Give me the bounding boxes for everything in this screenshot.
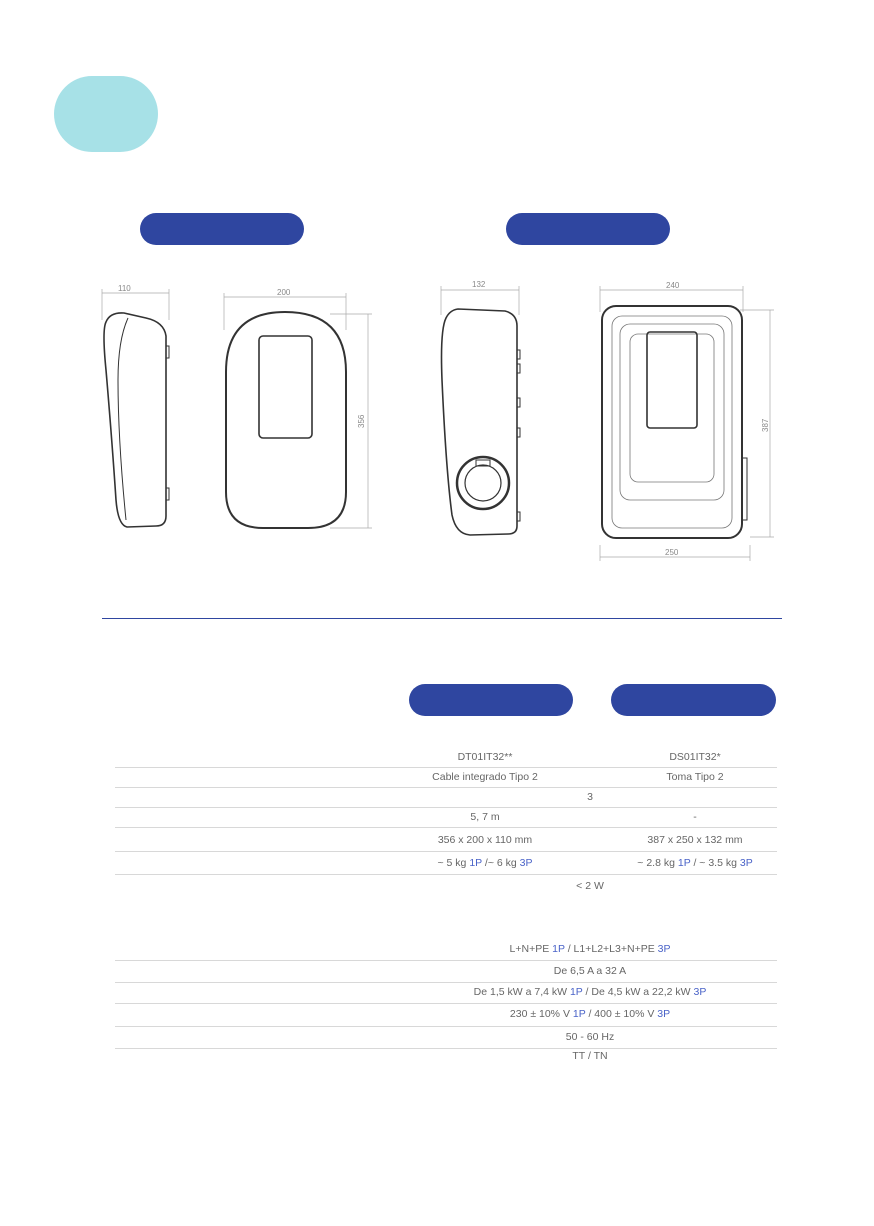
spec-value-b: - <box>693 811 697 823</box>
phase-label: 1P <box>552 943 565 955</box>
model-a-side-view <box>104 313 169 527</box>
phase-label: 3P <box>657 1008 671 1020</box>
spec-row-power <box>115 982 777 1004</box>
spec-row-frequency <box>115 1027 777 1049</box>
phase-label: 1P <box>569 986 583 998</box>
phase-label: 3P <box>519 857 533 869</box>
weight-a-1p-text: ~ 5 kg <box>437 857 470 869</box>
spec-row-shared <box>115 788 777 808</box>
dim-side-b-width: 132 <box>472 280 486 289</box>
spec-row-cable-length <box>115 808 777 828</box>
spec-row-weight <box>115 853 777 875</box>
dim-front-a-width: 200 <box>277 288 291 297</box>
spec-value-b <box>595 853 795 874</box>
wiring-3p-text: / L1+L2+L3+N+PE <box>564 943 658 955</box>
dimension-lines <box>102 286 774 561</box>
dim-front-b-top-width: 240 <box>666 281 680 290</box>
weight-b-3p-text: / ~ 3.5 kg <box>690 857 740 869</box>
spec-value-shared <box>385 939 795 960</box>
phase-label: 1P <box>572 1008 586 1020</box>
spec-row-connector <box>115 768 777 788</box>
phase-label: 3P <box>657 943 671 955</box>
spec-value-shared <box>385 982 795 1003</box>
spec-value-a <box>385 853 585 874</box>
model-b-side-view <box>442 309 521 535</box>
spec-value-b: Toma Tipo 2 <box>666 771 724 783</box>
column-a-header-pill <box>409 684 573 716</box>
spec-value-b: DS01IT32* <box>669 751 721 763</box>
weight-a-3p-text: /~ 6 kg <box>481 857 520 869</box>
dim-front-b-height: 387 <box>761 418 770 432</box>
spec-value-a: Cable integrado Tipo 2 <box>432 771 538 783</box>
phase-label: 1P <box>677 857 691 869</box>
power-3p-text: / De 4,5 kW a 22,2 kW <box>582 986 694 998</box>
spec-row-wiring <box>115 939 777 961</box>
spec-value-shared: 3 <box>587 791 593 803</box>
spec-value-a: DT01IT32** <box>457 751 513 763</box>
spec-row-voltage <box>115 1004 777 1027</box>
spec-value-shared: TT / TN <box>572 1050 608 1062</box>
wiring-1p-text: L+N+PE <box>509 943 553 955</box>
column-b-header-pill <box>611 684 776 716</box>
power-1p-text: De 1,5 kW a 7,4 kW <box>473 986 570 998</box>
spec-value-a: 5, 7 m <box>470 811 500 823</box>
weight-b-1p-text: ~ 2.8 kg <box>637 857 678 869</box>
voltage-3p-text: / 400 ± 10% V <box>585 1008 658 1020</box>
dim-front-a-height: 356 <box>357 414 366 428</box>
spec-row-current <box>115 961 777 983</box>
section-divider <box>102 618 782 619</box>
spec-row-grounding <box>115 1047 777 1066</box>
voltage-1p-text: 230 ± 10% V <box>509 1008 573 1020</box>
phase-label: 1P <box>469 857 482 869</box>
spec-value-shared: < 2 W <box>576 880 604 892</box>
spec-value-shared: De 6,5 A a 32 A <box>553 965 627 977</box>
spec-row-standby <box>115 877 777 896</box>
model-a-front-view <box>226 312 346 528</box>
model-b-front-view <box>602 306 747 538</box>
dim-side-a-width: 110 <box>118 284 131 293</box>
spec-value-shared: 50 - 60 Hz <box>565 1031 615 1043</box>
phase-label: 3P <box>739 857 753 869</box>
dim-front-b-bottom-width: 250 <box>665 548 679 557</box>
spec-row-reference <box>115 748 777 768</box>
product-drawings <box>0 0 874 600</box>
spec-row-dimensions <box>115 830 777 852</box>
spec-value-shared <box>385 1004 795 1024</box>
spec-value-a: 356 x 200 x 110 mm <box>437 834 533 846</box>
spec-value-b: 387 x 250 x 132 mm <box>647 834 743 846</box>
phase-label: 3P <box>693 986 707 998</box>
